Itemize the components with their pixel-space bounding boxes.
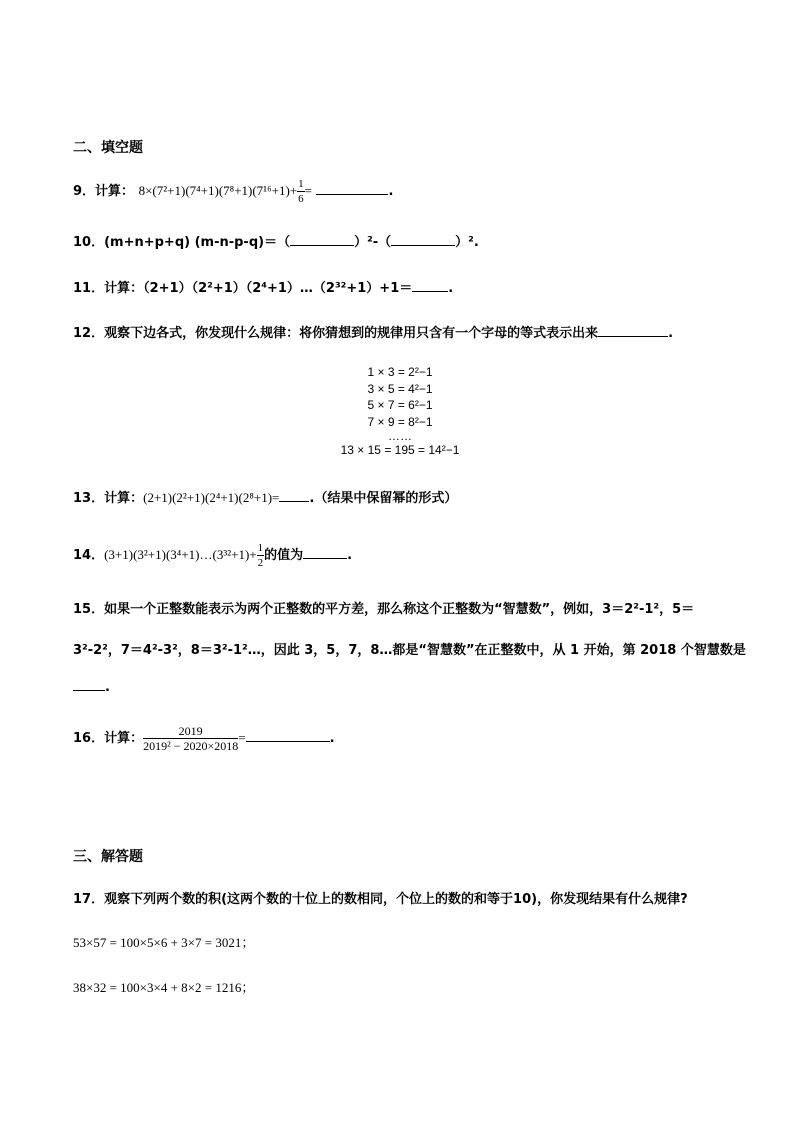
question-9-fraction [297, 177, 305, 206]
pattern-line: …… [388, 429, 412, 443]
question-14-fraction-numerator: 1 [257, 542, 264, 554]
question-17-text: 观察下列两个数的积(这两个数的十位上的数相同，个位上的数的和等于10)，你发现结果有什么规律? [104, 892, 688, 907]
question-11-number: 11． [73, 281, 105, 296]
question-13-answer-blank[interactable] [279, 489, 309, 502]
question-12-answer-blank[interactable] [598, 324, 668, 337]
question-11-text: 计算：（2+1）（2²+1）（2⁴+1）…（2³²+1）+1＝ [104, 281, 413, 296]
question-15-answer-blank[interactable] [73, 678, 105, 691]
question-15-line-1 [73, 598, 694, 617]
question-13-number: 13． [73, 491, 105, 506]
question-14 [73, 541, 352, 570]
question-9-end: . [388, 184, 394, 199]
question-10 [73, 231, 479, 250]
question-10-answer-blank-1[interactable] [290, 233, 354, 246]
question-10-number: 10． [73, 235, 105, 250]
question-16 [73, 724, 335, 753]
question-14-expression: (3+1)(3²+1)(3⁴+1)…(3³²+1)+ [104, 547, 257, 562]
question-16-fraction-denominator: 2019² − 2020×2018 [143, 739, 239, 753]
question-11 [73, 277, 453, 296]
question-17-example-1: 53×57 = 100×5×6 + 3×7 = 3021； [73, 935, 255, 950]
question-14-end: . [347, 548, 353, 563]
question-14-fraction-denominator: 2 [257, 557, 264, 569]
question-12-end: . [668, 326, 674, 341]
section-fill-in-title: 二、填空题 [73, 140, 143, 156]
question-9 [73, 177, 393, 206]
question-13 [73, 487, 457, 506]
question-9-equals: = [304, 183, 312, 198]
question-16-number: 16． [73, 731, 105, 746]
question-9-expression: 8×(7²+1)(7⁴+1)(7⁸+1)(7¹⁶+1)+ [138, 183, 298, 198]
question-9-fraction-numerator: 1 [298, 178, 304, 190]
question-13-end: .（结果中保留幂的形式） [309, 491, 458, 506]
pattern-line: 3 × 5 = 4²−1 [367, 381, 433, 396]
question-9-fraction-denominator: 6 [298, 193, 304, 205]
question-16-label: 计算： [104, 731, 144, 746]
question-15-number: 15． [73, 602, 105, 617]
question-16-end: . [329, 731, 335, 746]
question-17-example-2: 38×32 = 100×3×4 + 8×2 = 1216； [73, 980, 255, 995]
question-16-fraction-numerator: 2019 [143, 724, 238, 739]
question-12 [73, 322, 673, 341]
question-13-expression: (2+1)(2²+1)(2⁴+1)(2⁸+1)= [143, 490, 280, 505]
question-15-line-3 [73, 678, 110, 695]
pattern-list [300, 364, 500, 459]
question-9-label: 计算： [95, 184, 135, 199]
section-answer-title: 三、解答题 [73, 849, 143, 865]
question-9-number: 9． [73, 184, 96, 199]
question-16-equals: = [238, 730, 246, 745]
question-15-line-2: 3²-2²，7＝4²-3²，8＝3²-1²…，因此 3，5，7，8…都是“智慧数”在正整数中，从 1 开始，第 2018 个智慧数是 [73, 643, 746, 658]
pattern-line: 13 × 15 = 195 = 14²−1 [340, 443, 460, 457]
question-10-middle: ）²-（ [354, 235, 392, 250]
question-16-fraction [143, 724, 238, 753]
question-15-line-1-text: 如果一个正整数能表示为两个正整数的平方差，那么称这个正整数为“智慧数”，例如，3＝2²-1²，5＝ [104, 602, 695, 617]
pattern-line: 5 × 7 = 6²−1 [367, 398, 433, 412]
question-10-end: ）². [455, 235, 479, 250]
question-9-answer-blank[interactable] [316, 182, 388, 195]
question-14-number: 14． [73, 548, 105, 563]
question-10-text: (m+n+p+q) (m-n-p-q)＝（ [104, 235, 291, 250]
pattern-line: 1 × 3 = 2²−1 [367, 365, 433, 379]
question-14-end-text: 的值为 [264, 548, 304, 563]
question-11-end: . [448, 281, 454, 296]
question-14-fraction [257, 541, 265, 570]
question-12-number: 12． [73, 326, 105, 341]
question-13-label: 计算： [104, 491, 144, 506]
question-12-text: 观察下边各式，你发现什么规律：将你猜想到的规律用只含有一个字母的等式表示出来 [104, 326, 599, 341]
question-17 [73, 888, 688, 907]
question-14-answer-blank[interactable] [303, 546, 347, 559]
question-17-number: 17． [73, 892, 105, 907]
pattern-line: 7 × 9 = 8²−1 [367, 414, 433, 429]
question-16-answer-blank[interactable] [246, 729, 330, 742]
question-10-answer-blank-2[interactable] [391, 233, 455, 246]
question-15-end: . [105, 680, 110, 695]
question-11-answer-blank[interactable] [412, 279, 448, 292]
